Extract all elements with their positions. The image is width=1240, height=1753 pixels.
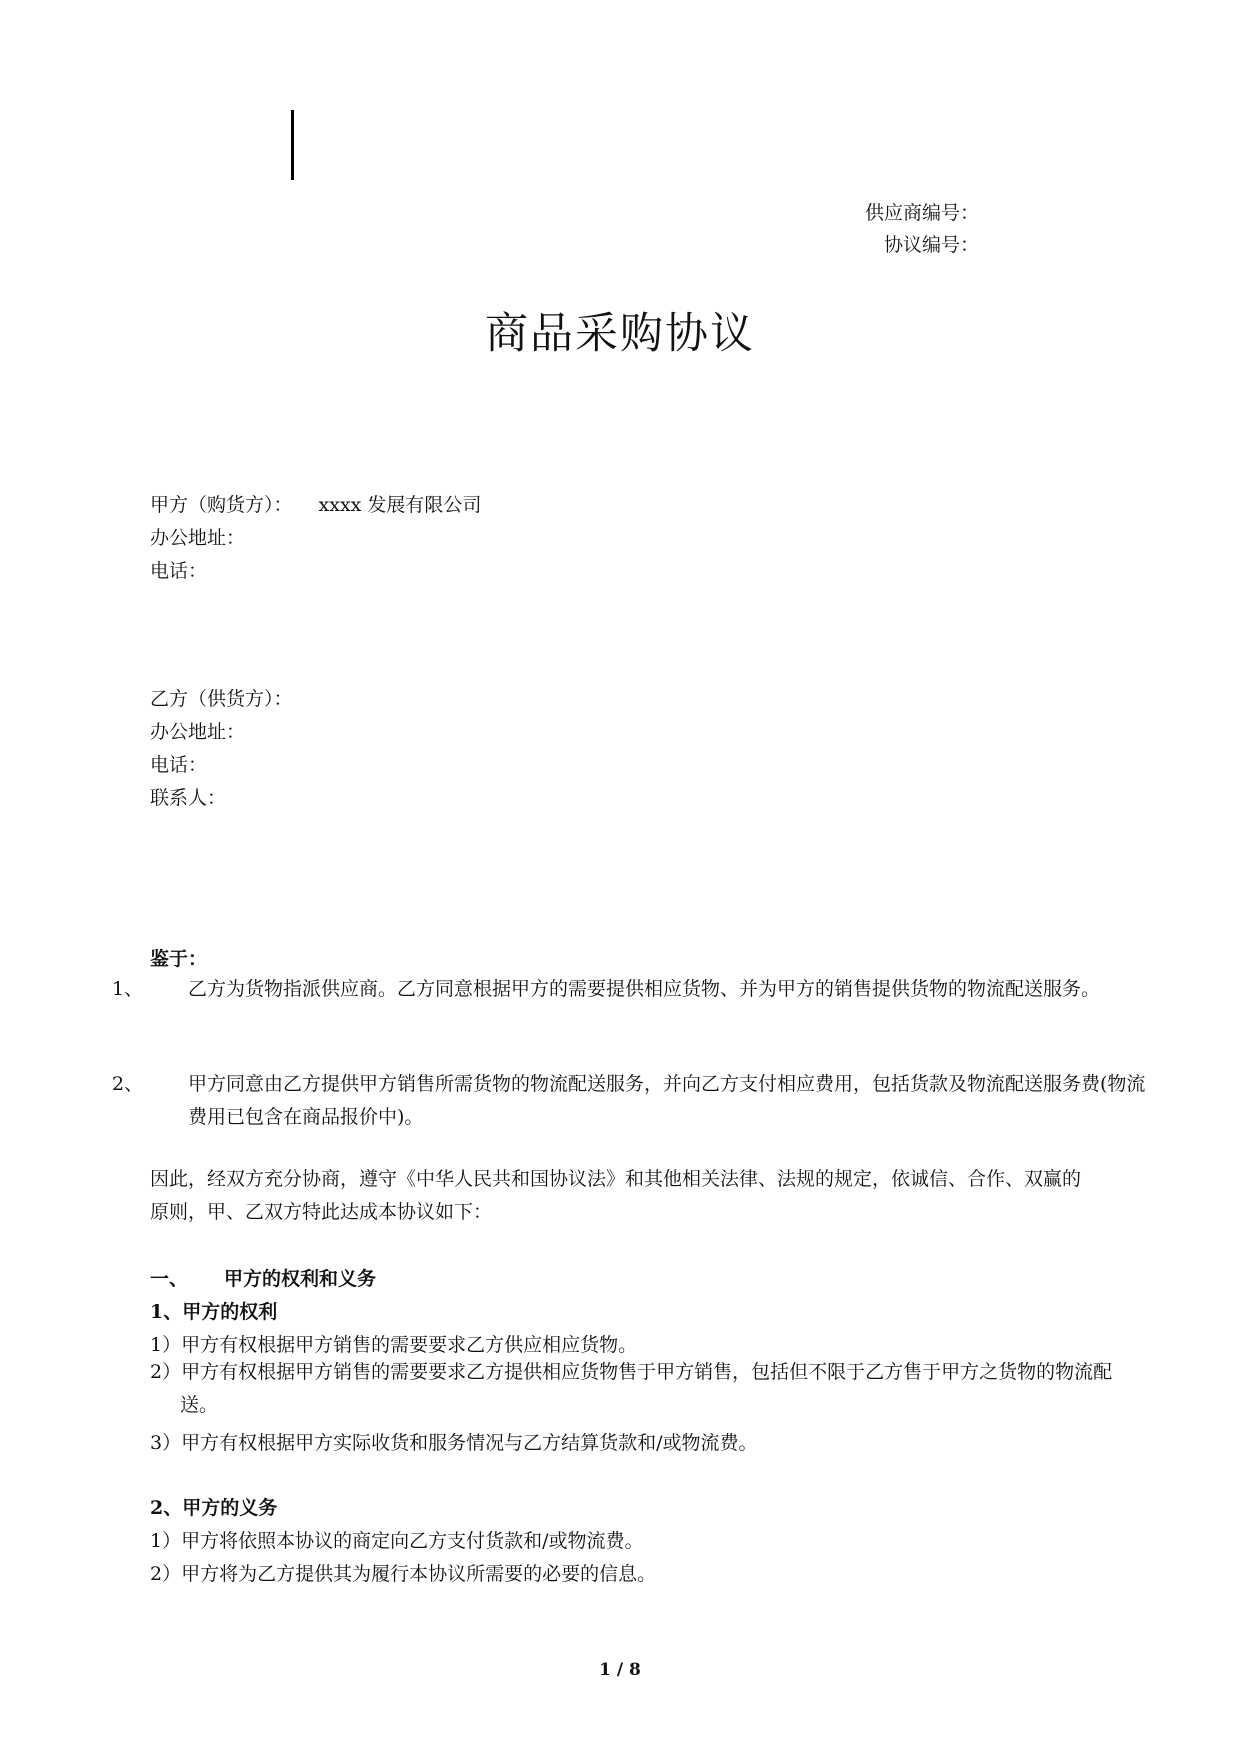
section-1-title: 甲方的权利和义务: [224, 1268, 377, 1290]
text-cursor: [291, 110, 294, 180]
party-a-label: 甲方（购货方）：: [150, 494, 293, 516]
whereas-item-1: [112, 973, 1153, 1006]
duties-item-2: 2）甲方将为乙方提供其为履行本协议所需要的必要的信息。: [150, 1563, 657, 1585]
whereas-conclusion: 因此，经双方充分协商，遵守《中华人民共和国协议法》和其他相关法律、法规的规定，依诚信、合作、双赢的原则，甲、乙双方特此达成本协议如下：: [150, 1168, 1082, 1223]
party-b-label: 乙方（供货方）：: [150, 688, 293, 710]
party-a-line: [150, 490, 481, 517]
whereas-item-1-num: 1、: [112, 978, 144, 1000]
duties-heading: 2、甲方的义务: [150, 1497, 278, 1519]
agreement-number-label: 协议编号：: [883, 234, 979, 256]
party-b-phone-label: 电话：: [150, 754, 208, 776]
whereas-item-2: [112, 1068, 1153, 1134]
party-a-phone-label: 电话：: [150, 560, 208, 582]
page-number: 1 / 8: [599, 1660, 641, 1680]
rights-item-3: 3）甲方有权根据甲方实际收货和服务情况与乙方结算货款和/或物流费。: [150, 1432, 758, 1454]
whereas-heading: 鉴于：: [150, 948, 208, 970]
supplier-number-label: 供应商编号：: [864, 202, 979, 224]
party-b-contact-label: 联系人：: [150, 787, 227, 809]
section-1-num: 一、: [150, 1268, 189, 1290]
duties-item-1: 1）甲方将依照本协议的商定向乙方支付货款和/或物流费。: [150, 1530, 644, 1552]
whereas-item-2-num: 2、: [112, 1073, 144, 1095]
document-title: 商品采购协议: [485, 309, 755, 359]
section-1-heading: [150, 1264, 376, 1291]
whereas-item-1-text: 乙方为货物指派供应商。乙方同意根据甲方的需要提供相应货物、并为甲方的销售提供货物的物流配送服务。: [188, 978, 1101, 1000]
rights-heading: 1、甲方的权利: [150, 1301, 278, 1323]
whereas-item-2-text: 甲方同意由乙方提供甲方销售所需货物的物流配送服务，并向乙方支付相应费用，包括货款及物流配送服务费(物流费用已包含在商品报价中)。: [188, 1073, 1146, 1128]
rights-item-2: 2）甲方有权根据甲方销售的需要要求乙方提供相应货物售于甲方销售，包括但不限于乙方售于甲方之货物的物流配送。: [150, 1361, 1113, 1416]
rights-item-1: 1）甲方有权根据甲方销售的需要要求乙方供应相应货物。: [150, 1334, 638, 1356]
party-a-address-label: 办公地址：: [150, 527, 246, 549]
party-a-name: xxxx 发展有限公司: [318, 494, 482, 516]
party-b-address-label: 办公地址：: [150, 721, 246, 743]
